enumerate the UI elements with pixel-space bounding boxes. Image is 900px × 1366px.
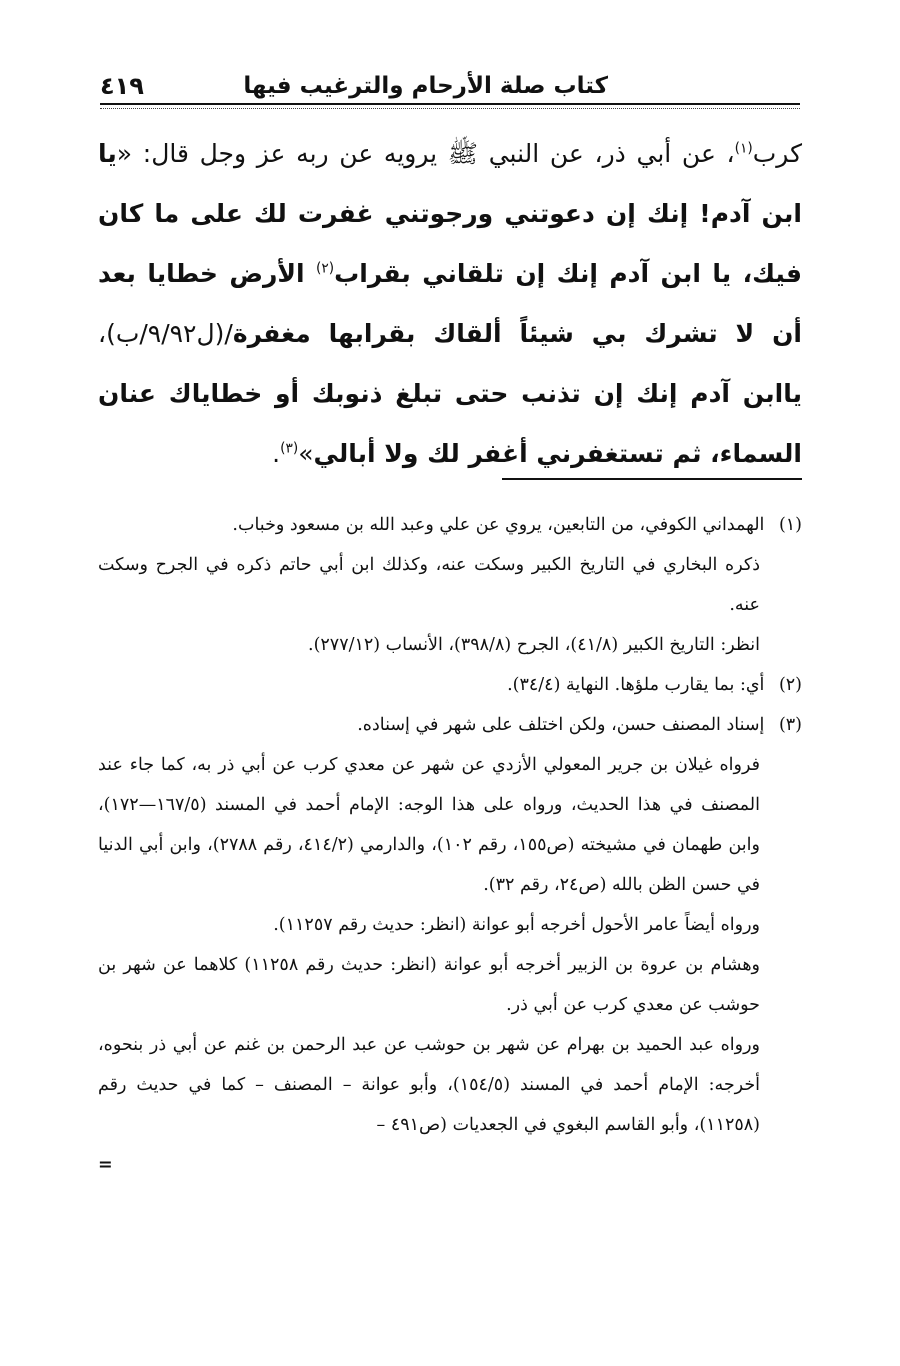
hadith-text	[98, 124, 802, 484]
footnote-2	[98, 665, 802, 705]
hadith-quote: ياابن آدم إنك إن تذنب حتى تبلغ ذنوبك أو خطاياك عنان السماء، ثم تستغفرني أغفر لك ولا أبالي	[98, 379, 802, 468]
footnote-separator	[502, 478, 802, 480]
running-title: كتاب صلة الأرحام والترغيب فيها	[243, 73, 608, 99]
footnote-text: ورواه عبد الحميد بن بهرام عن شهر بن حوشب عن عبد الرحمن بن غنم عن أبي ذر بنحوه، أخرجه: الإمام أحمد في المسند (١٥٤/٥)، وأبو عوانة – المصنف – كما في حديث رقم (١١٢٥٨)، وأبو القاسم البغوي في الجعديات (ص٤٩١ –	[98, 1035, 761, 1135]
footnote-marker: (٣)	[280, 440, 299, 457]
text-segment: .	[272, 439, 281, 468]
continuation-mark: =	[98, 1155, 113, 1175]
page-header	[100, 72, 798, 104]
text-segment: ، عن أبي ذر، عن النبي ﷺ يرويه عن ربه عز وجل قال: «	[116, 139, 735, 168]
page-number: ٤١٩	[100, 72, 144, 100]
footnote-number: (٢)	[778, 675, 802, 695]
footnote-text: وهشام بن عروة بن الزبير أخرجه أبو عوانة (انظر: حديث رقم ١١٢٥٨) كلاهما عن شهر بن حوشب عن معدي كرب عن أبي ذر.	[98, 955, 760, 1015]
quote-close: »	[298, 439, 314, 468]
footnote-marker: (٢)	[316, 260, 335, 277]
footnote-text: أي: بما يقارب ملؤها. النهاية (٣٤/٤).	[507, 675, 765, 695]
footnote-1	[98, 505, 802, 545]
footnote-text: انظر: التاريخ الكبير (٤١/٨)، الجرح (٣٩٨/٨)، الأنساب (٢٧٧/١٢).	[308, 635, 760, 655]
footnote-text: فرواه غيلان بن جرير المعولي الأزدي عن شهر عن معدي كرب عن أبي ذر به، كما جاء عند المصنف في هذا الحديث، ورواه على هذا الوجه: الإمام أحمد في المسند (١٦٧/٥—١٧٢)، وابن طهمان في مشيخته (ص١٥٥، رقم ١٠٢)، والدارمي (٤١٤/٢، رقم ٢٧٨٨)، وابن أبي الدنيا في حسن الظن بالله (ص٢٤، رقم ٣٢).	[98, 755, 760, 895]
footnote-text: ورواه أيضاً عامر الأحول أخرجه أبو عوانة (انظر: حديث رقم ١١٢٥٧).	[273, 915, 760, 935]
footnote-3	[98, 705, 802, 745]
footnote-marker: (١)	[734, 140, 753, 157]
header-rule-dotted	[100, 108, 800, 109]
hadith-quote: يا ابن آدم! إنك إن دعوتني ورجوتني غفرت لك على ما كان فيك، يا ابن آدم إنك إن تلقاني بقراب	[98, 139, 802, 288]
header-rule	[100, 103, 800, 105]
footnote-number: (٣)	[778, 715, 802, 735]
text-segment: كرب	[752, 139, 802, 168]
footnote-text: الهمداني الكوفي، من التابعين، يروي عن علي وعبد الله بن مسعود وخباب.	[232, 515, 765, 535]
hadith-quote: الأرض خطايا بعد أن لا تشرك بي شيئاً ألقاك بقرابها مغفرة	[98, 259, 802, 348]
footnote-text: ذكره البخاري في التاريخ الكبير وسكت عنه، وكذلك ابن أبي حاتم ذكره في الجرح وسكت عنه.	[98, 555, 760, 615]
footnote-text: إسناد المصنف حسن، ولكن اختلف على شهر في إسناده.	[357, 715, 765, 735]
footnotes	[98, 505, 802, 1185]
footnote-number: (١)	[778, 515, 802, 535]
manuscript-reference: /(ل٩/٩٢/ب)،	[98, 319, 233, 348]
